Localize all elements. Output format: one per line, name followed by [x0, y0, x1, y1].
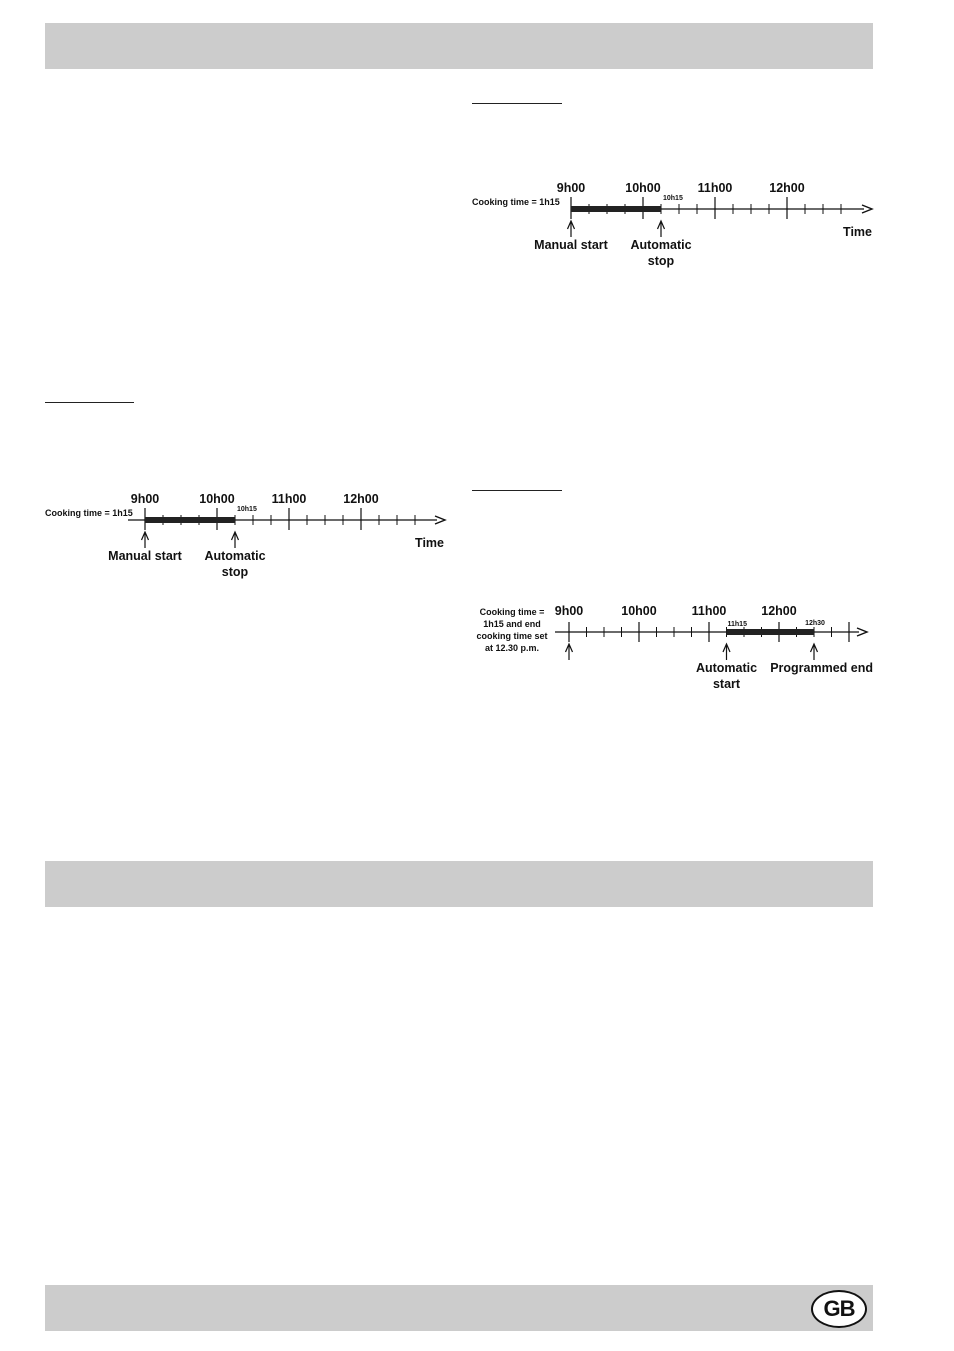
hour-label: 11h00 — [271, 492, 307, 506]
event-label: stop — [221, 565, 249, 579]
cooking-time-caption: 1h15 and end — [483, 619, 541, 629]
heading-underline-left — [45, 402, 134, 403]
event-label: Manual start — [534, 238, 608, 252]
event-label: Manual start — [108, 549, 182, 563]
event-label: Automatic — [204, 549, 266, 563]
cooking-time-caption: Cooking time = — [479, 607, 545, 617]
heading-underline-right-2 — [472, 490, 562, 491]
hour-label: 10h00 — [621, 604, 657, 618]
hour-label: 12h00 — [769, 181, 805, 195]
cooking-period-bar — [571, 206, 661, 212]
middle-header-band — [45, 861, 873, 907]
event-label: stop — [647, 254, 675, 268]
event-label: Automatic — [695, 661, 758, 675]
hour-label: 10h00 — [199, 492, 235, 506]
language-badge-text: GB — [823, 1296, 855, 1321]
cooking-period-bar — [145, 517, 235, 523]
heading-underline-right-1 — [472, 103, 562, 104]
bar-end-label: 10h15 — [237, 506, 257, 513]
hour-label: 9h00 — [556, 181, 586, 195]
event-label: Programmed end — [770, 661, 873, 675]
hour-label: 10h00 — [625, 181, 661, 195]
hour-label: 9h00 — [554, 604, 584, 618]
manual-start-timeline-right — [467, 177, 877, 272]
hour-label: 12h00 — [343, 492, 379, 506]
programmed-end-timeline — [467, 600, 877, 695]
cooking-time-caption: Cooking time = 1h15 — [45, 508, 133, 518]
hour-label: 12h00 — [761, 604, 797, 618]
event-label: start — [712, 677, 741, 691]
axis-label-time: Time — [843, 225, 872, 239]
top-header-band — [45, 23, 873, 69]
event-label: Automatic — [630, 238, 692, 252]
bottom-footer-band — [45, 1285, 873, 1331]
bar-start-label: 11h15 — [727, 621, 747, 628]
cooking-period-bar — [727, 629, 815, 635]
bar-end-label: 10h15 — [663, 195, 683, 202]
manual-start-timeline-left — [40, 488, 450, 583]
hour-label: 11h00 — [691, 604, 727, 618]
cooking-time-caption: at 12.30 p.m. — [484, 643, 540, 653]
bar-end-label: 12h30 — [805, 620, 825, 627]
language-badge — [811, 1290, 867, 1328]
cooking-time-caption: Cooking time = 1h15 — [472, 197, 560, 207]
axis-label-time: Time — [415, 536, 444, 550]
cooking-time-caption: cooking time set — [476, 631, 548, 641]
hour-label: 11h00 — [697, 181, 733, 195]
hour-label: 9h00 — [130, 492, 160, 506]
